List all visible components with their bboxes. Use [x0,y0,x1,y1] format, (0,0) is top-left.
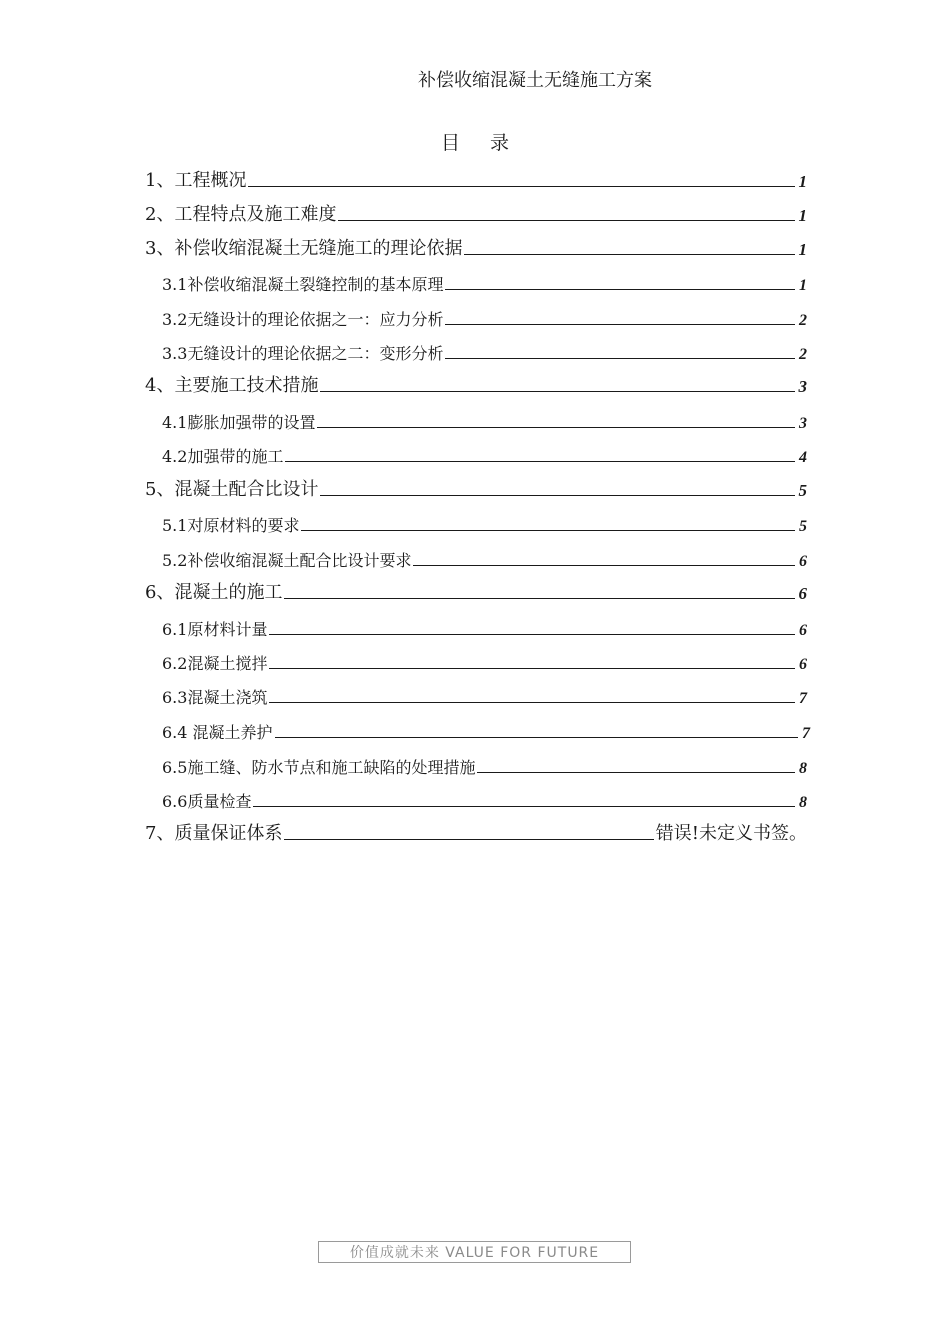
toc-entry[interactable] [145,369,807,397]
toc-entry[interactable] [162,715,810,743]
toc-entry-label: 6.6质量检查 [162,792,252,811]
toc-entry[interactable] [162,784,807,812]
toc-entry-page: 7 [799,690,807,707]
toc-entry[interactable] [145,576,807,604]
toc-leader-line [445,357,795,359]
toc-entry-label: 6.1原材料计量 [162,620,268,639]
toc-entry[interactable] [162,302,807,330]
toc-entry[interactable] [145,473,807,501]
toc-leader-line [269,633,795,635]
toc-entry-label: 3.2无缝设计的理论依据之一：应力分析 [162,310,444,329]
footer-slogan: 价值成就未来 VALUE FOR FUTURE [318,1241,631,1263]
toc-leader-line [320,494,795,496]
toc-entry-page: 1 [798,172,807,191]
toc-leader-line [445,323,795,325]
toc-entry[interactable] [162,612,807,640]
toc-entry[interactable] [162,750,807,778]
toc-entry-page: 6 [799,656,807,673]
document-header: 补偿收缩混凝土无缝施工方案 [418,70,652,91]
toc-entry-page: 1 [798,206,807,225]
toc-entry[interactable] [162,646,807,674]
toc-entry-label: 3、补偿收缩混凝土无缝施工的理论依据 [145,238,463,259]
toc-entry[interactable] [162,267,807,295]
toc-entry-label: 3.1补偿收缩混凝土裂缝控制的基本原理 [162,275,444,294]
toc-leader-line [317,426,795,428]
toc-entry-page: 4 [799,449,807,466]
toc-entry-label: 6.3混凝土浇筑 [162,688,268,707]
toc-entry-page: 8 [799,794,807,811]
toc-entry-page: 2 [799,312,807,329]
toc-entry[interactable] [162,508,807,536]
toc-leader-line [275,736,798,738]
toc-leader-line [477,771,795,773]
toc-entry-page: 6 [799,622,807,639]
toc-entry-page: 6 [799,553,807,570]
toc-entry-page: 1 [799,277,807,294]
toc-entry[interactable] [145,164,807,192]
toc-leader-line [301,529,795,531]
toc-leader-line [284,597,795,599]
toc-entry-page: 7 [802,725,810,742]
toc-leader-line [320,390,795,392]
toc-leader-line [445,288,795,290]
toc-entry-label: 2、工程特点及施工难度 [145,204,337,225]
toc-leader-line [464,253,795,255]
toc-entry-label: 6.2混凝土搅拌 [162,654,268,673]
toc-entry[interactable] [162,336,807,364]
toc-leader-line [285,460,795,462]
toc-entry-label: 4.2加强带的施工 [162,447,284,466]
toc-entry[interactable] [145,198,807,226]
toc-entry-page: 8 [799,760,807,777]
toc-entry[interactable] [162,680,807,708]
toc-leader-line [269,667,795,669]
toc-entry-page: 1 [798,240,807,259]
toc-leader-line [248,185,795,187]
toc-entry-label: 6、混凝土的施工 [145,582,283,603]
toc-leader-line [338,219,795,221]
toc-entry-label: 5.1对原材料的要求 [162,516,300,535]
toc-entry-page: 6 [798,584,807,603]
toc-entry-label: 5.2补偿收缩混凝土配合比设计要求 [162,551,412,570]
toc-entry-label: 4、主要施工技术措施 [145,375,319,396]
toc-leader-line [413,564,795,566]
toc-entry-page: 3 [798,377,807,396]
toc-leader-line [269,701,795,703]
toc-entry-page: 5 [799,518,807,535]
toc-entry-label: 7、质量保证体系 [145,823,283,844]
toc-entry-page: 2 [799,346,807,363]
toc-entry-label: 6.4 混凝土养护 [162,723,273,742]
toc-entry-page: 3 [799,415,807,432]
toc-entry-page: 错误!未定义书签。 [655,823,807,844]
toc-entry[interactable] [162,405,807,433]
toc-leader-line [253,805,795,807]
toc-entry-label: 5、混凝土配合比设计 [145,479,319,500]
toc-entry-page: 5 [798,481,807,500]
toc-entry-label: 6.5施工缝、防水节点和施工缺陷的处理措施 [162,758,476,777]
toc-entry-label: 4.1膨胀加强带的设置 [162,413,316,432]
toc-entry[interactable] [145,232,807,260]
toc-entry-label: 3.3无缝设计的理论依据之二：变形分析 [162,344,444,363]
toc-title: 目录 [440,132,539,154]
toc-entry[interactable] [162,439,807,467]
toc-leader-line [284,838,653,840]
toc-entry-label: 1、工程概况 [145,170,247,191]
toc-entry[interactable] [145,817,807,845]
toc-entry[interactable] [162,543,807,571]
